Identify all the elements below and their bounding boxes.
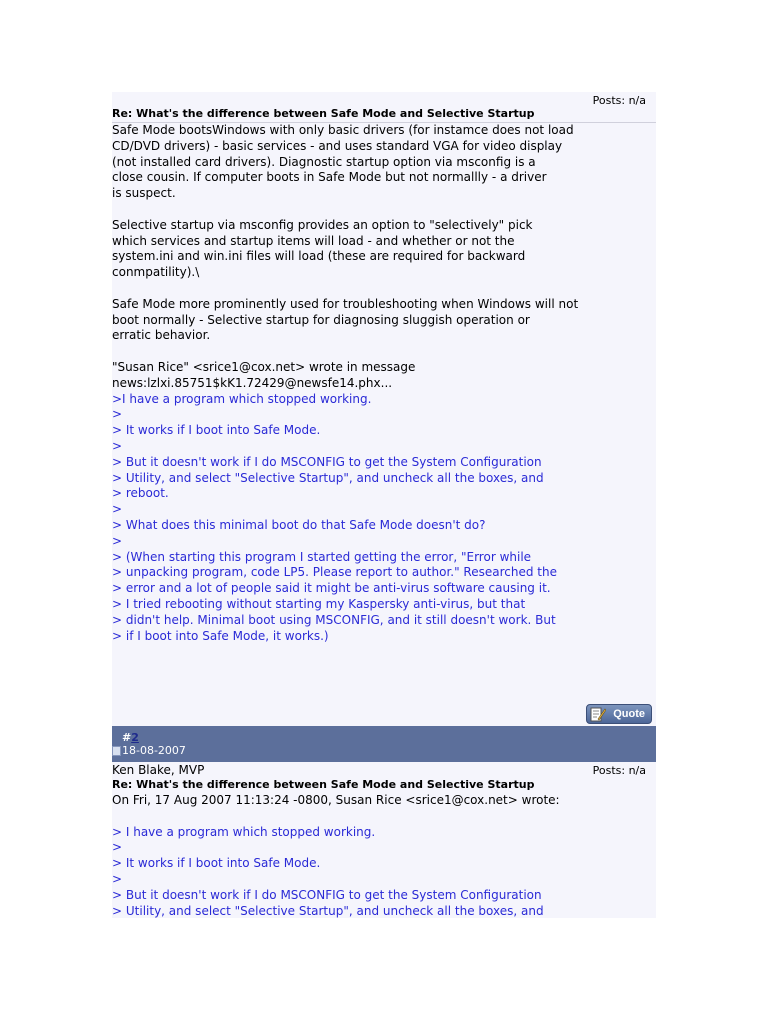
quoted-line: > xyxy=(112,840,123,855)
quote-button[interactable] xyxy=(586,704,652,724)
body-line: close cousin. If computer boots in Safe Mode but not normallly - a driver xyxy=(112,170,547,185)
quoted-line: > if I boot into Safe Mode, it works.) xyxy=(112,628,329,643)
quoted-line: > It works if I boot into Safe Mode. xyxy=(112,423,321,438)
body-line: CD/DVD drivers) - basic services - and uses standard VGA for video display xyxy=(112,138,563,153)
quoted-line: > Utility, and select "Selective Startup", and uncheck all the boxes, and xyxy=(112,470,544,485)
post-1 xyxy=(112,92,656,726)
body-line: Safe Mode more prominently used for troubleshooting when Windows will not xyxy=(112,296,579,311)
post-2-header xyxy=(112,726,656,762)
quoted-line: > xyxy=(112,438,123,453)
body-line: news:lzlxi.85751$kK1.72429@newsfe14.phx... xyxy=(112,375,393,390)
post-date-text: 18-08-2007 xyxy=(122,744,186,757)
quoted-line: > It works if I boot into Safe Mode. xyxy=(112,856,321,871)
body-line: is suspect. xyxy=(112,186,176,201)
quoted-line: > error and a lot of people said it might be anti-virus software causing it. xyxy=(112,581,551,596)
body-line: system.ini and win.ini files will load (these are required for backward xyxy=(112,249,526,264)
body-line: (not installed card drivers). Diagnostic startup option via msconfig is a xyxy=(112,154,536,169)
body-line xyxy=(112,202,652,218)
post-count: Posts: n/a xyxy=(592,764,646,777)
quoted-line: > didn't help. Minimal boot using MSCONFIG, and it still doesn't work. But xyxy=(112,612,556,627)
post-subject: Re: What's the difference between Safe Mode and Selective Startup xyxy=(112,778,535,791)
post-count: Posts: n/a xyxy=(592,94,646,107)
post-date xyxy=(112,744,186,758)
body-line: conmpatility).\ xyxy=(112,265,200,280)
quoted-line: >I have a program which stopped working. xyxy=(112,391,372,406)
quoted-line: > xyxy=(112,533,123,548)
post-number: #2 xyxy=(122,731,139,744)
quoted-line: > I have a program which stopped working. xyxy=(112,824,376,839)
post-author[interactable]: Ken Blake, MVP xyxy=(112,763,205,777)
quoted-line: > xyxy=(112,871,123,886)
post-number-link[interactable]: 2 xyxy=(131,731,139,744)
post-body xyxy=(112,123,652,644)
body-line: On Fri, 17 Aug 2007 11:13:24 -0800, Susan Rice <srice1@cox.net> wrote: xyxy=(112,793,560,807)
body-line: which services and startup items will load - and whether or not the xyxy=(112,233,515,248)
quoted-line: > (When starting this program I started getting the error, "Error while xyxy=(112,549,532,564)
body-line: "Susan Rice" <srice1@cox.net> wrote in message xyxy=(112,359,416,374)
post-body xyxy=(112,793,652,919)
body-line: boot normally - Selective startup for diagnosing sluggish operation or xyxy=(112,312,530,327)
quoted-line: > I tried rebooting without starting my Kaspersky anti-virus, but that xyxy=(112,596,526,611)
body-line xyxy=(112,809,652,825)
quoted-line: > xyxy=(112,407,123,422)
quoted-line: > unpacking program, code LP5. Please report to author." Researched the xyxy=(112,565,557,580)
quoted-line: > What does this minimal boot do that Safe Mode doesn't do? xyxy=(112,517,486,532)
body-line xyxy=(112,344,652,360)
pencil-paper-icon xyxy=(590,706,606,722)
body-line: Safe Mode bootsWindows with only basic drivers (for instamce does not load xyxy=(112,123,574,137)
quoted-line: > Utility, and select "Selective Startup", and uncheck all the boxes, and xyxy=(112,903,544,918)
body-line xyxy=(112,281,652,297)
post-page-icon xyxy=(112,746,121,756)
post-2 xyxy=(112,762,656,918)
post-subject: Re: What's the difference between Safe Mode and Selective Startup xyxy=(112,107,535,120)
quoted-line: > But it doesn't work if I do MSCONFIG to get the System Configuration xyxy=(112,454,542,469)
body-line: erratic behavior. xyxy=(112,328,211,343)
quote-button-label: Quote xyxy=(613,708,645,720)
quoted-line: > reboot. xyxy=(112,486,169,501)
quoted-line: > But it doesn't work if I do MSCONFIG to get the System Configuration xyxy=(112,887,542,902)
body-line: Selective startup via msconfig provides an option to "selectively" pick xyxy=(112,217,533,232)
quoted-line: > xyxy=(112,502,123,517)
